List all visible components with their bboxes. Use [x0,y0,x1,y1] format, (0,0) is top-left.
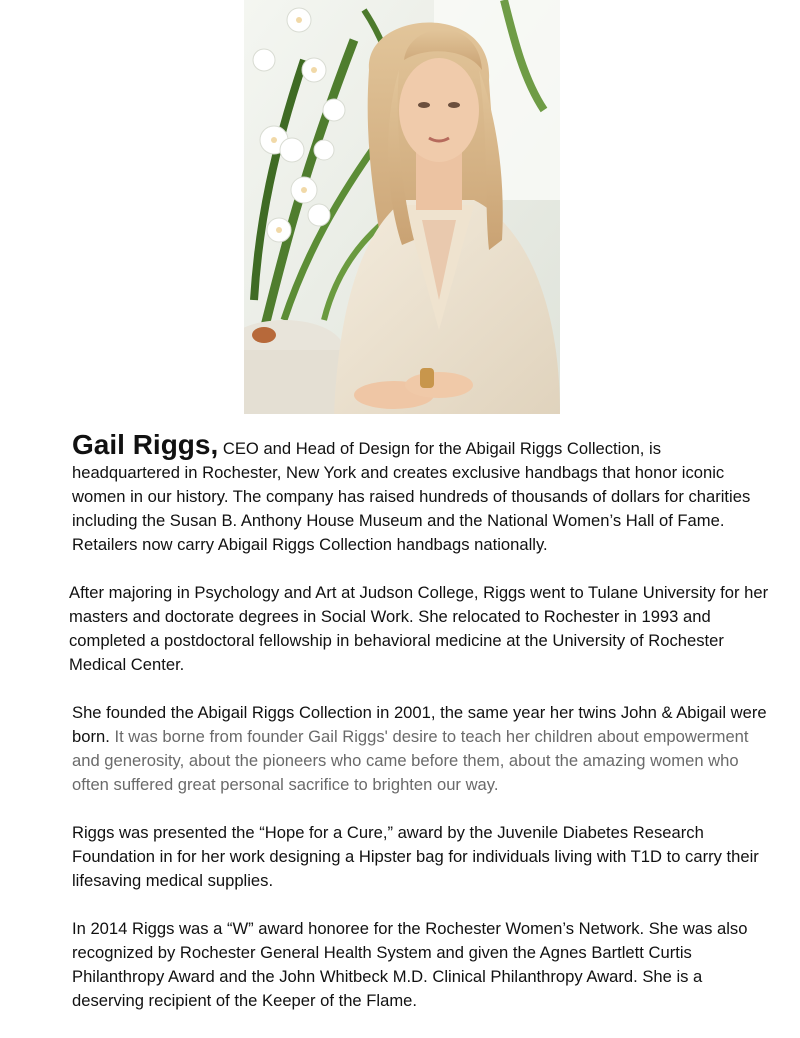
portrait-photo [244,0,560,414]
portrait-illustration [244,0,560,414]
honors-paragraph: In 2014 Riggs was a “W” award honoree for the Rochester Women’s Network. She was also recognized by Rochester General Health System and given the Agnes Bartlett Curtis Philanthropy Award and the John Whitbeck M.D. Clinical Philanthropy Award. She is a deserving recipient of the Keeper of the Flame. [72,919,748,1010]
founding-paragraph [72,701,772,797]
bio-text [69,429,772,1013]
education-paragraph: After majoring in Psychology and Art at Judson College, Riggs went to Tulane University for her masters and doctorate degrees in Social Work. She relocated to Rochester in 1993 and completed a postdoctoral fellowship in behavioral medicine at the University of Rochester Medical Center. [69,583,769,674]
intro-paragraph [72,430,772,557]
title-line: CEO and Head of Design for the Abigail Riggs Collection, is [222,439,661,458]
founding-text: She founded the Abigail Riggs Collection in 2001, the same year her twins John & Abigail were born. [72,703,767,746]
person-name: Gail Riggs, [72,429,219,460]
founding-mission-text: It was borne from founder Gail Riggs' desire to teach her children about empowerment and generosity, about the pioneers who came before them, about the amazing women who often suffered great personal sacrifice to brighten our way. [72,727,749,794]
award-paragraph: Riggs was presented the “Hope for a Cure,” award by the Juvenile Diabetes Research Foundation in for her work designing a Hipster bag for individuals living with T1D to carry their lifesaving medical supplies. [72,823,759,890]
intro-text: headquartered in Rochester, New York and creates exclusive handbags that honor iconic women in our history. The company has raised hundreds of thousands of dollars for charities including the Susan B. Anthony House Museum and the National Women’s Hall of Fame. Retailers now carry Abigail Riggs Collection handbags nationally. [72,463,751,554]
